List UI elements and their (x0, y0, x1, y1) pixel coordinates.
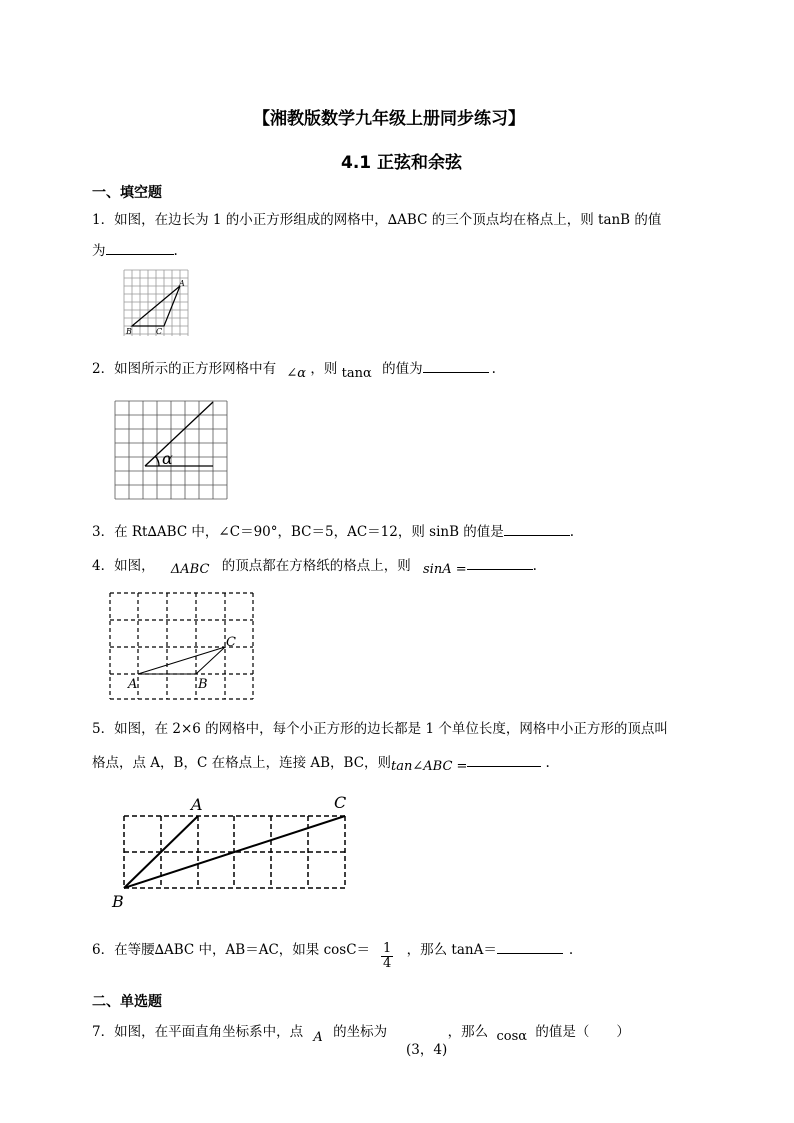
question-1-prefix: 为 (92, 243, 106, 259)
fraction-one-quarter (381, 942, 393, 971)
figure-q1-grid (122, 268, 194, 338)
question-2-middle: ，则 (310, 361, 338, 377)
question-6 (92, 938, 573, 958)
section-title: 4.1 正弦和余弦 (341, 153, 463, 173)
coordinate-3-4: (3，4) (406, 1042, 448, 1058)
answer-blank-4[interactable] (467, 555, 533, 570)
q5-label-a: A (191, 795, 203, 814)
cos-alpha: cosα (496, 1029, 528, 1044)
question-4-end: . (532, 558, 537, 574)
tan-alpha: tanα (341, 366, 372, 381)
question-6-end: . (568, 942, 574, 958)
figure-q4-dashed-grid (106, 590, 256, 702)
question-3 (92, 520, 574, 540)
question-2 (92, 357, 496, 381)
question-5-prefix: 格点，点 A，B，C 在格点上，连接 AB，BC，则 (92, 755, 392, 771)
question-2-prefix: 2．如图所示的正方形网格中有 (92, 361, 277, 377)
q1-label-a: A (179, 279, 185, 288)
question-6-prefix: 6．在等腰∆ABC 中，AB＝AC，如果 cosC＝ (92, 942, 371, 958)
q5-label-b: B (112, 892, 124, 911)
section-heading-single-choice: 二、单选题 (92, 994, 162, 1010)
triangle-abc: ΔABC (170, 562, 210, 577)
question-3-text: 3．在 Rt∆ABC 中，∠C＝90°，BC＝5，AC＝12，则 sinB 的值是 (92, 524, 504, 540)
figure-q5-dashed-grid (108, 790, 358, 912)
question-5-end: . (545, 755, 550, 771)
fraction-denominator: 4 (383, 956, 392, 971)
question-4 (92, 554, 537, 577)
figure-q2-grid (114, 400, 230, 500)
question-7-middle: 的坐标为 (333, 1024, 388, 1040)
q4-label-c: C (226, 635, 236, 650)
page-title: 【湘教版数学九年级上册同步练习】 (253, 109, 525, 129)
q2-label-alpha: α (162, 449, 173, 468)
q1-label-b: B (126, 327, 132, 336)
question-1-line-1: 1．如图，在边长为 1 的小正方形组成的网格中，∆ABC 的三个顶点均在格点上，则 tanB 的值 (92, 212, 662, 228)
fraction-numerator: 1 (383, 941, 392, 956)
question-3-end: . (569, 524, 575, 540)
answer-blank-5[interactable] (467, 752, 541, 767)
question-2-end: . (491, 361, 496, 377)
angle-alpha: ∠α (286, 366, 307, 381)
question-2-suffix: 的值为 (382, 361, 423, 377)
answer-blank-3[interactable] (504, 521, 570, 536)
question-7-prefix: 7．如图，在平面直角坐标系中，点 (92, 1024, 304, 1040)
question-1-line-2 (92, 239, 178, 259)
answer-blank-6[interactable] (497, 939, 563, 954)
question-6-middle: ，那么 tanA＝ (406, 942, 497, 958)
question-7-middle2: ，那么 (447, 1024, 489, 1040)
question-7-end: 的值是（ ） (535, 1024, 630, 1040)
section-heading-fill-in: 一、填空题 (92, 185, 162, 201)
question-5-line-1: 5．如图，在 2×6 的网格中，每个小正方形的边长都是 1 个单位长度，网格中小正方形的顶点叫 (92, 721, 668, 737)
question-7 (92, 1020, 630, 1045)
q5-label-c: C (334, 793, 347, 812)
answer-blank-1[interactable] (106, 240, 174, 255)
answer-blank-2[interactable] (423, 358, 489, 373)
q4-label-a: A (128, 677, 138, 692)
question-4-prefix: 4．如图， (92, 558, 155, 574)
q1-label-c: C (156, 327, 163, 336)
question-5-line-2 (92, 751, 550, 774)
sin-a: sinA = (423, 562, 467, 577)
question-1-end: . (173, 243, 178, 259)
q4-label-b: B (198, 677, 208, 692)
tan-angle-abc: tan∠ABC = (391, 759, 468, 774)
point-a: A (313, 1030, 323, 1045)
question-4-middle: 的顶点都在方格纸的格点上，则 (221, 558, 411, 574)
